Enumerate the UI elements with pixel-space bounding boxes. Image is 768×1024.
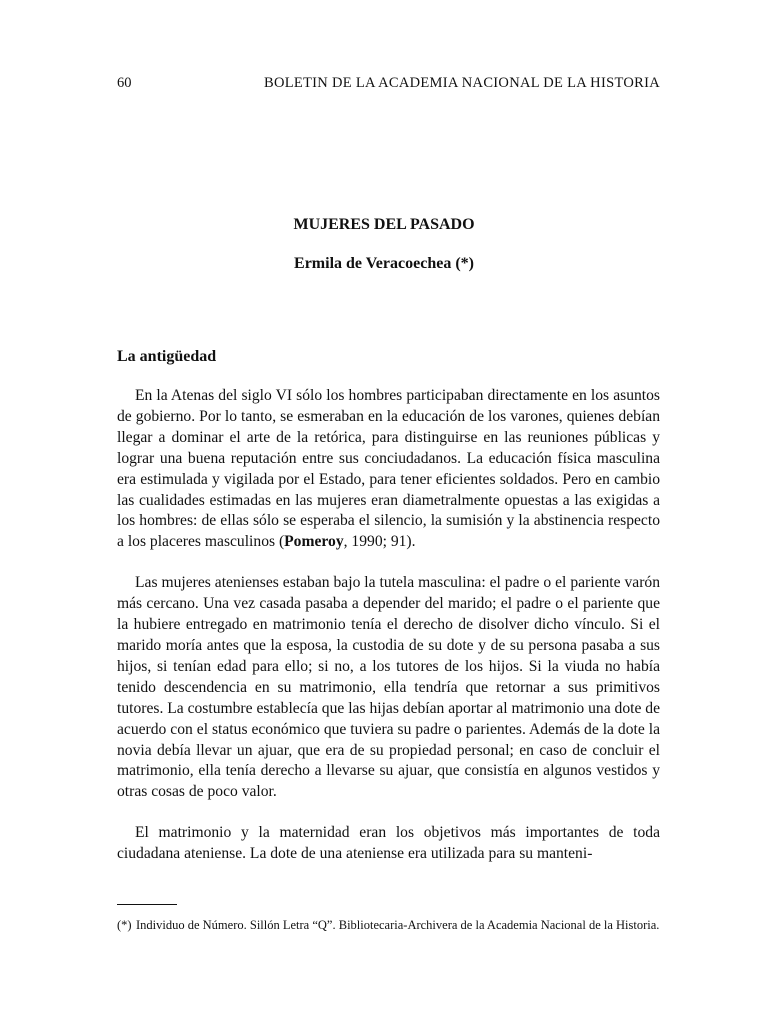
- footnote-marker: (*): [117, 918, 132, 932]
- body-text: [117, 386, 660, 885]
- article-author: Ermila de Veracoechea (*): [294, 255, 474, 272]
- paragraph-text: En la Atenas del siglo VI sólo los hombres participaban directamente en los asuntos de gobierno. Por lo tanto, se esmeraban en la educación de los varones, quienes debían llegar a dominar el arte de la retórica, para distinguirse en las reuniones públicas y lograr una buena reputación entre sus conciudadanos. La educación física masculina era estimulada y vigilada por el Estado, para tener eficientes soldados. Pero en cambio las cualidades estimadas en las mujeres eran diametralmente opuestas a las exigidas a los hombres: de ellas sólo se esperaba el silencio, la sumisión y la abstinencia respecto a los placeres masculinos (: [117, 387, 660, 551]
- footnote-divider: [117, 904, 177, 905]
- journal-title: BOLETIN DE LA ACADEMIA NACIONAL DE LA HISTORIA: [263, 75, 660, 91]
- footnote-text: Individuo de Número. Sillón Letra “Q”. Bibliotecaria-Archivera de la Academia Nacional de la Historia.: [136, 918, 660, 932]
- running-header: [117, 75, 660, 95]
- section-heading: La antigüedad: [117, 348, 217, 365]
- paragraph: Las mujeres atenienses estaban bajo la tutela masculina: el padre o el pariente varón más cercano. Una vez casada pasaba a depender del marido; el padre o el pariente que la hubiere entregado en matrimonio tenía el derecho de disolver dicho vínculo. Si el marido moría antes que la esposa, la custodia de su dote y de su persona pasaba a sus hijos, si tenían edad para ello; si no, a los tutores de los hijos. Si la viuda no había tenido descendencia en su matrimonio, ella tendría que retornar a sus primitivos tutores. La costumbre establecía que las hijas debían aportar al matrimonio una dote de acuerdo con el status económico que tuviera su padre o parientes. Además de la dote la novia debía llevar un ajuar, que era de su propiedad personal; en caso de concluir el matrimonio, ella tenía derecho a llevarse su ajuar, que consistía en algunos vestidos y otras cosas de poco valor.: [117, 574, 660, 801]
- article-title: MUJERES DEL PASADO: [293, 216, 475, 233]
- footnote: [117, 917, 660, 933]
- citation-detail: , 1990; 91).: [343, 533, 416, 551]
- page-number: 60: [117, 75, 132, 91]
- paragraph: El matrimonio y la maternidad eran los objetivos más importantes de toda ciudadana ateniense. La dote de una ateniense era utilizada para su manteni-: [117, 824, 660, 863]
- citation-author: Pomeroy: [284, 533, 344, 551]
- paragraph: [117, 386, 660, 553]
